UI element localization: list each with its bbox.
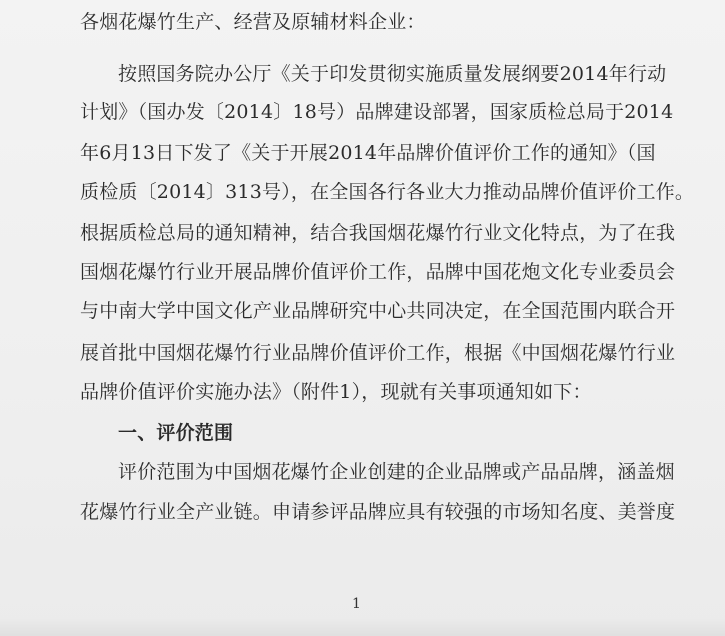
paragraph-line: 花爆竹行业全产业链。申请参评品牌应具有较强的市场知名度、美誉度	[80, 501, 676, 523]
paragraph-line: 国烟花爆竹行业开展品牌价值评价工作，品牌中国花炮文化专业委员会	[80, 261, 676, 283]
paragraph-line: 展首批中国烟花爆竹行业品牌价值评价工作，根据《中国烟花爆竹行业	[80, 342, 676, 364]
paragraph-line: 质检质〔2014〕313号），在全国各行各业大力推动品牌价值评价工作。	[80, 181, 695, 203]
salutation-line: 各烟花爆竹生产、经营及原辅材料企业：	[80, 11, 426, 33]
page-number: 1	[352, 596, 361, 612]
paper-edge-shadow	[0, 618, 725, 636]
paragraph-line: 按照国务院办公厅《关于印发贯彻实施质量发展纲要2014年行动	[118, 63, 667, 85]
paragraph-line: 与中南大学中国文化产业品牌研究中心共同决定，在全国范围内联合开	[80, 300, 676, 322]
paragraph-line: 品牌价值评价实施办法》（附件1），现就有关事项通知如下：	[80, 381, 592, 403]
paragraph-line: 根据质检总局的通知精神，结合我国烟花爆竹行业文化特点，为了在我	[80, 222, 676, 244]
paragraph-line: 计划》（国办发〔2014〕18号）品牌建设部署，国家质检总局于2014	[80, 101, 674, 123]
paragraph-line: 年6月13日下发了《关于开展2014年品牌价值评价工作的通知》（国	[80, 142, 656, 164]
paragraph-line: 评价范围为中国烟花爆竹企业创建的企业品牌或产品品牌，涵盖烟	[118, 461, 675, 483]
section-heading: 一、评价范围	[118, 422, 234, 444]
